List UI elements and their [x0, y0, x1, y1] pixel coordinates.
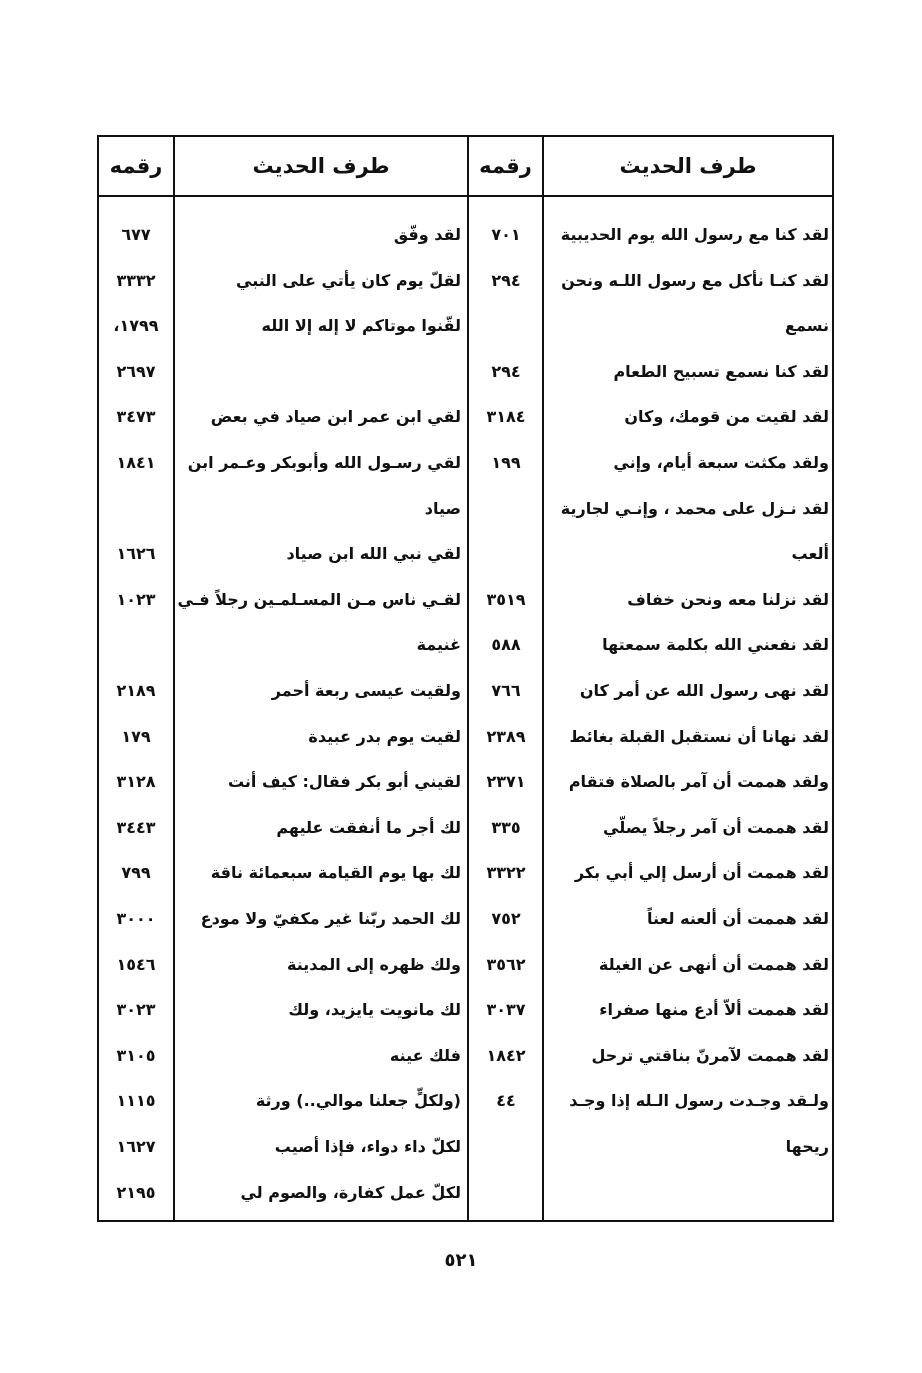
hadith-text: نسمع: [785, 316, 829, 336]
hadith-number: ٢٩٤: [491, 361, 521, 381]
hadith-text: لقد نزلنا معه ونحن خفاف: [627, 589, 829, 609]
hadith-number: ٣٤٤٣: [116, 817, 156, 837]
index-table: [97, 135, 834, 1222]
hadith-text: لك مانويت يايزيد، ولك: [288, 1000, 461, 1020]
hadith-text: ولـقد وجـدت رسول الـله إذا وجـد: [569, 1091, 829, 1111]
hadith-text: لقـي ناس مـن المسـلمـين رجلاً فـي: [177, 589, 461, 609]
header-divider: [99, 195, 832, 197]
hadith-text: لقد وفّق: [393, 225, 461, 244]
hadith-text: فلك عينه: [389, 1045, 461, 1065]
hadith-text: لقيني أبو بكر فقال: كيف أنت: [227, 772, 461, 792]
hadith-text: لقد نهى رسول الله عن أمر كان: [579, 681, 829, 700]
hadith-number: ٣٣٥: [491, 817, 521, 837]
hadith-text: لك أجر ما أنفقت عليهم: [276, 817, 461, 837]
hadith-text: لقد كنا مع رسول الله يوم الحديبية: [560, 225, 829, 244]
column-divider: [467, 137, 469, 1220]
hadith-text: لقلّ يوم كان يأتي على النبي: [236, 270, 461, 290]
hadith-text: لقد لقيت من قومك، وكان: [624, 407, 829, 427]
hadith-text: لقي ابن عمر ابن صياد في بعض: [210, 407, 461, 427]
hadith-number: ٥٨٨: [491, 635, 521, 655]
hadith-number: [471, 489, 541, 529]
hadith-text: لقد كنا نسمع تسبيح الطعام: [613, 361, 829, 381]
hadith-text: لقّنوا موتاكم لا إله إلا الله: [261, 316, 461, 336]
hadith-number: ١٥٤٦: [116, 954, 156, 974]
hadith-text: لقد هممت لآمرنّ بناقتي ترحل: [591, 1045, 829, 1065]
hadith-text: ألعب: [791, 544, 829, 564]
hadith-number: ٤٤: [496, 1091, 516, 1111]
hadith-number: ٢٣٧١: [486, 772, 526, 792]
hadith-text: لقي نبي الله ابن صياد: [286, 544, 461, 564]
hadith-text: لقد هممت أن ألعنه لعناً: [646, 909, 829, 928]
hadith-number: ٣٠٣٧: [486, 1000, 526, 1020]
hadith-text: لقي رسـول الله وأبوبكر وعـمر ابن: [187, 453, 461, 472]
hadith-text: ريحها: [785, 1137, 829, 1156]
hadith-text: لقد هممت أن آمر رجلاً يصلّي: [603, 817, 829, 837]
hadith-number: ٧٦٦: [491, 681, 521, 700]
hadith-text: لقد نـزل على محمد ، وإنـي لجارية: [560, 498, 829, 518]
hadith-text: صياد: [424, 498, 461, 518]
header-number-right: رقمه: [479, 154, 532, 178]
hadith-number: ١٦٢٧: [116, 1137, 156, 1156]
hadith-text: لكلّ داء دواء، فإذا أصيب: [274, 1137, 461, 1156]
hadith-text: ولقد مكثت سبعة أيام، وإني: [613, 453, 829, 472]
column-divider: [173, 137, 175, 1220]
hadith-number: ٢٩٤: [491, 270, 521, 290]
hadith-number: ٧٩٩: [121, 863, 151, 883]
hadith-number: ٣١٢٨: [116, 772, 156, 792]
hadith-text: لقد هممت ألاّ أدع منها صفراء: [599, 1000, 829, 1020]
hadith-text: لقد هممت أن أرسل إلي أبي بكر: [574, 863, 829, 883]
hadith-text: لكلّ عمل كفارة، والصوم لي: [240, 1182, 461, 1202]
hadith-text: لقد هممت أن أنهى عن الغيلة: [598, 954, 829, 974]
hadith-number: ٢٦٩٧: [116, 361, 156, 381]
hadith-number: ٣١٠٥: [116, 1045, 156, 1065]
hadith-number: ١١١٥: [116, 1091, 156, 1111]
hadith-number: ١٩٩: [491, 453, 521, 472]
column-divider: [542, 137, 544, 1220]
hadith-text: لقيت يوم بدر عبيدة: [308, 726, 461, 746]
hadith-number: ١٨٤٢: [486, 1045, 526, 1065]
hadith-text: لك الحمد ربّنا غير مكفيّ ولا مودع: [200, 909, 461, 928]
hadith-text: لقد نهانا أن نستقبل القبلة بغائط: [569, 726, 829, 746]
hadith-text: (ولكلٍّ جعلنا موالي..) ورثة: [255, 1091, 461, 1111]
hadith-number: ١٦٢٦: [116, 544, 156, 564]
hadith-number: [471, 534, 541, 574]
hadith-number: ٣٠٠٠: [116, 909, 156, 928]
hadith-number: ٣٤٧٣: [116, 407, 156, 427]
hadith-text: ولقيت عيسى ربعة أحمر: [271, 681, 461, 700]
hadith-number: ٧٥٢: [491, 909, 521, 928]
header-number-left: رقمه: [109, 154, 163, 178]
hadith-text: ولقد هممت أن آمر بالصلاة فتقام: [568, 772, 829, 792]
hadith-number: ١٠٢٣: [116, 589, 156, 609]
hadith-text: ولك ظهره إلى المدينة: [287, 954, 461, 974]
hadith-number: ١٨٤١: [116, 453, 156, 472]
hadith-text: [179, 352, 461, 392]
hadith-number: ٣٣٣٢: [116, 270, 156, 290]
hadith-text: غنيمة: [416, 635, 461, 655]
header-hadith-right: طرف الحديث: [619, 154, 757, 178]
hadith-number: ٢٣٨٩: [486, 726, 526, 746]
hadith-number: ٣٠٢٣: [116, 1000, 156, 1020]
hadith-number: ٢١٩٥: [116, 1182, 156, 1202]
page-number: ٥٢١: [444, 1250, 478, 1271]
hadith-number: [101, 489, 171, 529]
hadith-number: ٣٥٦٢: [486, 954, 526, 974]
header-hadith-left: طرف الحديث: [252, 154, 390, 178]
hadith-number: [471, 1127, 541, 1167]
hadith-number: ٣٣٢٢: [486, 863, 526, 883]
hadith-number: ٦٧٧: [121, 225, 151, 244]
hadith-number: ١٧٩: [121, 726, 151, 746]
hadith-number: ٧٠١: [491, 225, 521, 244]
hadith-text: لك بها يوم القيامة سبعمائة ناقة: [210, 863, 461, 883]
hadith-number: ١٧٩٩،: [113, 316, 159, 336]
hadith-number: [101, 625, 171, 665]
hadith-number: ٣١٨٤: [486, 407, 526, 427]
hadith-text: لقد نفعني الله بكلمة سمعتها: [602, 635, 829, 655]
hadith-number: [471, 306, 541, 346]
hadith-text: لقد كنـا نأكل مع رسول اللـه ونحن: [561, 270, 829, 290]
hadith-number: ٣٥١٩: [486, 589, 526, 609]
hadith-number: ٢١٨٩: [116, 681, 156, 700]
